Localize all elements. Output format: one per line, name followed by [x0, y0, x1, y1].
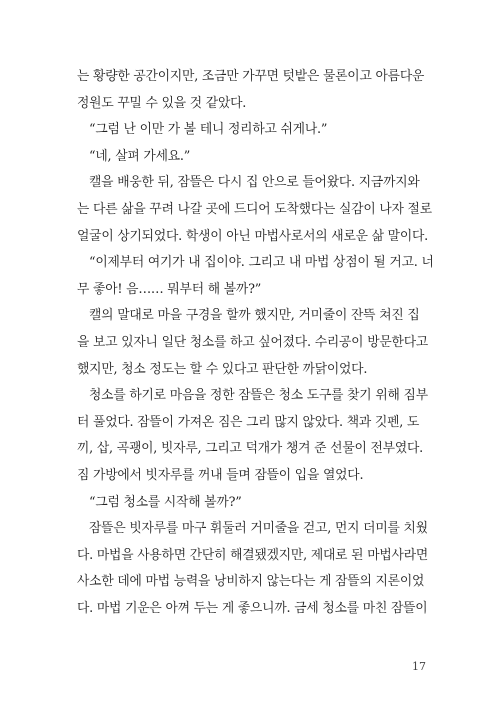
text-line-18: 잠뜰은 빗자루를 마구 휘둘러 거미줄을 걷고, 먼지 더미를 치웠: [89, 521, 428, 537]
text-line-8: “이제부터 여기가 내 집이야. 그리고 내 마법 상점이 될 거고. 너: [89, 255, 434, 271]
text-line-2: 정원도 꾸밀 수 있을 것 같았다.: [77, 95, 247, 111]
text-line-1: 는 황량한 공간이지만, 조금만 가꾸면 텃밭은 물론이고 아름다운: [77, 69, 425, 84]
text-line-11: 을 보고 있자니 일단 청소를 하고 싶어졌다. 수리공이 방문한다고: [77, 334, 429, 350]
text-line-6: 는 다른 삶을 꾸려 나갈 곳에 드디어 도착했다는 실감이 나자 절로: [77, 201, 432, 217]
text-line-19: 다. 마법을 사용하면 간단히 해결됐겠지만, 제대로 된 마법사라면: [77, 547, 429, 563]
text-line-5: 캘을 배웅한 뒤, 잠뜰은 다시 집 안으로 들어왔다. 지금까지와: [89, 175, 420, 191]
body-text: [77, 64, 432, 622]
text-line-14: 터 풀었다. 잠뜰이 가져온 짐은 그리 많지 않았다. 책과 깃펜, 도: [77, 414, 420, 430]
text-line-16: 짐 가방에서 빗자루를 꺼내 들며 잠뜰이 입을 열었다.: [77, 467, 364, 483]
text-line-20: 사소한 데에 마법 능력을 낭비하지 않는다는 게 잠뜰의 지론이었: [77, 574, 425, 590]
text-line-9: 무 좋아! 음…… 뭐부터 해 볼까?”: [77, 281, 262, 297]
text-line-17: “그럼 청소를 시작해 볼까?”: [89, 494, 242, 510]
text-line-4: “네, 살펴 가세요.”: [89, 148, 191, 164]
text-line-13: 청소를 하기로 마음을 정한 잠뜰은 청소 도구를 찾기 위해 짐부: [89, 388, 428, 404]
text-line-10: 캘의 말대로 마을 구경을 할까 했지만, 거미줄이 잔뜩 쳐진 집: [89, 308, 420, 324]
text-line-21: 다. 마법 기운은 아껴 두는 게 좋으니까. 금세 청소를 마친 잠뜰이: [77, 600, 428, 616]
text-line-3: “그럼 난 이만 가 볼 테니 정리하고 쉬게나.”: [89, 122, 328, 138]
text-line-7: 얼굴이 상기되었다. 학생이 아닌 마법사로서의 새로운 삶 말이다.: [77, 228, 429, 244]
text-line-15: 끼, 삽, 곡괭이, 빗자루, 그리고 덕개가 챙겨 준 선물이 전부였다.: [77, 441, 424, 457]
text-line-12: 했지만, 청소 정도는 할 수 있다고 판단한 까닭이었다.: [77, 361, 368, 377]
page-number: 17: [412, 660, 426, 673]
